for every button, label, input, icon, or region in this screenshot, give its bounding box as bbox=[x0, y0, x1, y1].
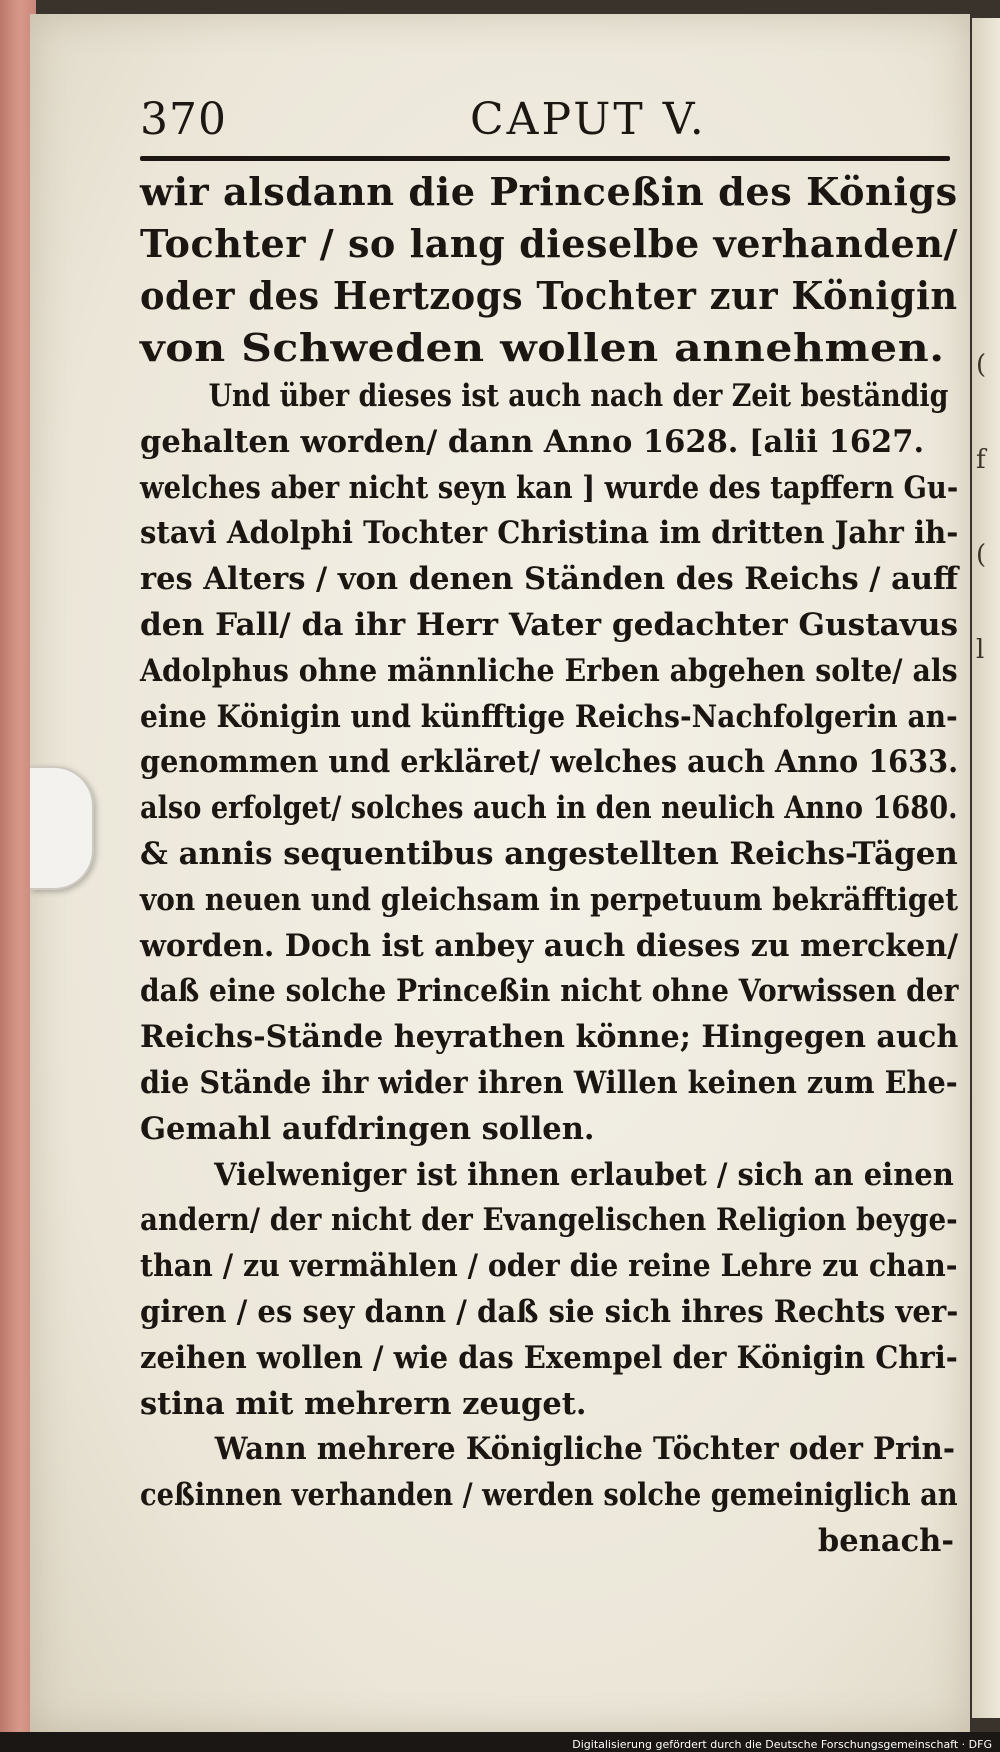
text-line: den Fall/ da ihr Herr Vater gedachter Gustavus bbox=[140, 606, 959, 643]
text-line: gehalten worden/ dann Anno 1628. [alii 1627. bbox=[140, 423, 925, 460]
facing-page-marks bbox=[976, 318, 996, 698]
text-line: giren / es sey dann / daß sie sich ihres Rechts ver- bbox=[140, 1293, 959, 1330]
text-line: stina mit mehrern zeuget. bbox=[140, 1385, 587, 1422]
paragraph-start-line: Und über dieses ist auch nach der Zeit beständig bbox=[208, 378, 949, 414]
text-line: von Schweden wollen annehmen. bbox=[140, 325, 945, 370]
text-line: welches aber nicht seyn kan ] wurde des tapffern Gu- bbox=[140, 469, 959, 506]
text-line: von neuen und gleichsam in perpetuum bekräfftiget bbox=[140, 881, 959, 918]
header-rule bbox=[140, 156, 950, 161]
text-line: andern/ der nicht der Evangelischen Religion beyge- bbox=[140, 1202, 958, 1239]
text-line: also erfolget/ solches auch in den neulich Anno 1680. bbox=[140, 790, 958, 827]
paragraph-start-line: Wann mehrere Königliche Töchter oder Prin- bbox=[214, 1431, 955, 1468]
facing-mark: l bbox=[976, 635, 985, 665]
facing-page-edge bbox=[972, 18, 1000, 1718]
text-line: eine Königin und künfftige Reichs-Nachfolgerin an- bbox=[140, 698, 958, 735]
facing-mark: ( bbox=[976, 540, 987, 570]
text-line: than / zu vermählen / oder die reine Lehre zu chan- bbox=[140, 1248, 958, 1285]
page-body bbox=[140, 166, 958, 1565]
page-header bbox=[140, 94, 920, 154]
text-line: daß eine solche Princeßin nicht ohne Vorwissen der bbox=[140, 973, 959, 1010]
text-line: res Alters / von denen Ständen des Reichs / auff bbox=[140, 561, 959, 598]
chapter-title: CAPUT V. bbox=[470, 94, 707, 145]
page-number: 370 bbox=[140, 94, 227, 145]
text-line: Gemahl aufdringen sollen. bbox=[140, 1110, 595, 1147]
text-line: stavi Adolphi Tochter Christina im dritten Jahr ih- bbox=[140, 515, 959, 552]
paragraph-start-line: Vielweniger ist ihnen erlaubet / sich an einen bbox=[214, 1156, 954, 1193]
text-line: worden. Doch ist anbey auch dieses zu mercken/ bbox=[140, 927, 959, 964]
digitization-footer bbox=[0, 1732, 1000, 1752]
catchword: benach- bbox=[817, 1522, 954, 1559]
text-line: zeihen wollen / wie das Exempel der Königin Chri- bbox=[140, 1339, 958, 1376]
facing-mark: f bbox=[976, 445, 986, 475]
text-line: oder des Hertzogs Tochter zur Königin bbox=[140, 273, 958, 318]
text-line: die Stände ihr wider ihren Willen keinen zum Ehe- bbox=[140, 1064, 958, 1101]
text-line: Reichs-Stände heyrathen könne; Hingegen auch bbox=[140, 1019, 959, 1056]
text-line: & annis sequentibus angestellten Reichs-Tägen bbox=[140, 835, 958, 872]
facing-mark: ( bbox=[976, 350, 987, 380]
text-line: wir alsdann die Princeßin des Königs bbox=[140, 169, 958, 214]
text-line: Tochter / so lang dieselbe verhanden/ bbox=[140, 221, 958, 266]
text-line: Adolphus ohne männliche Erben abgehen solte/ als bbox=[140, 652, 958, 689]
dfg-credit: Digitalisierung gefördert durch die Deutsche Forschungsgemeinschaft · DFG bbox=[572, 1738, 992, 1751]
text-line: genommen und erkläret/ welches auch Anno 1633. bbox=[140, 744, 959, 781]
text-line: ceßinnen verhanden / werden solche gemeiniglich an bbox=[140, 1477, 958, 1514]
page-clip bbox=[30, 766, 94, 890]
